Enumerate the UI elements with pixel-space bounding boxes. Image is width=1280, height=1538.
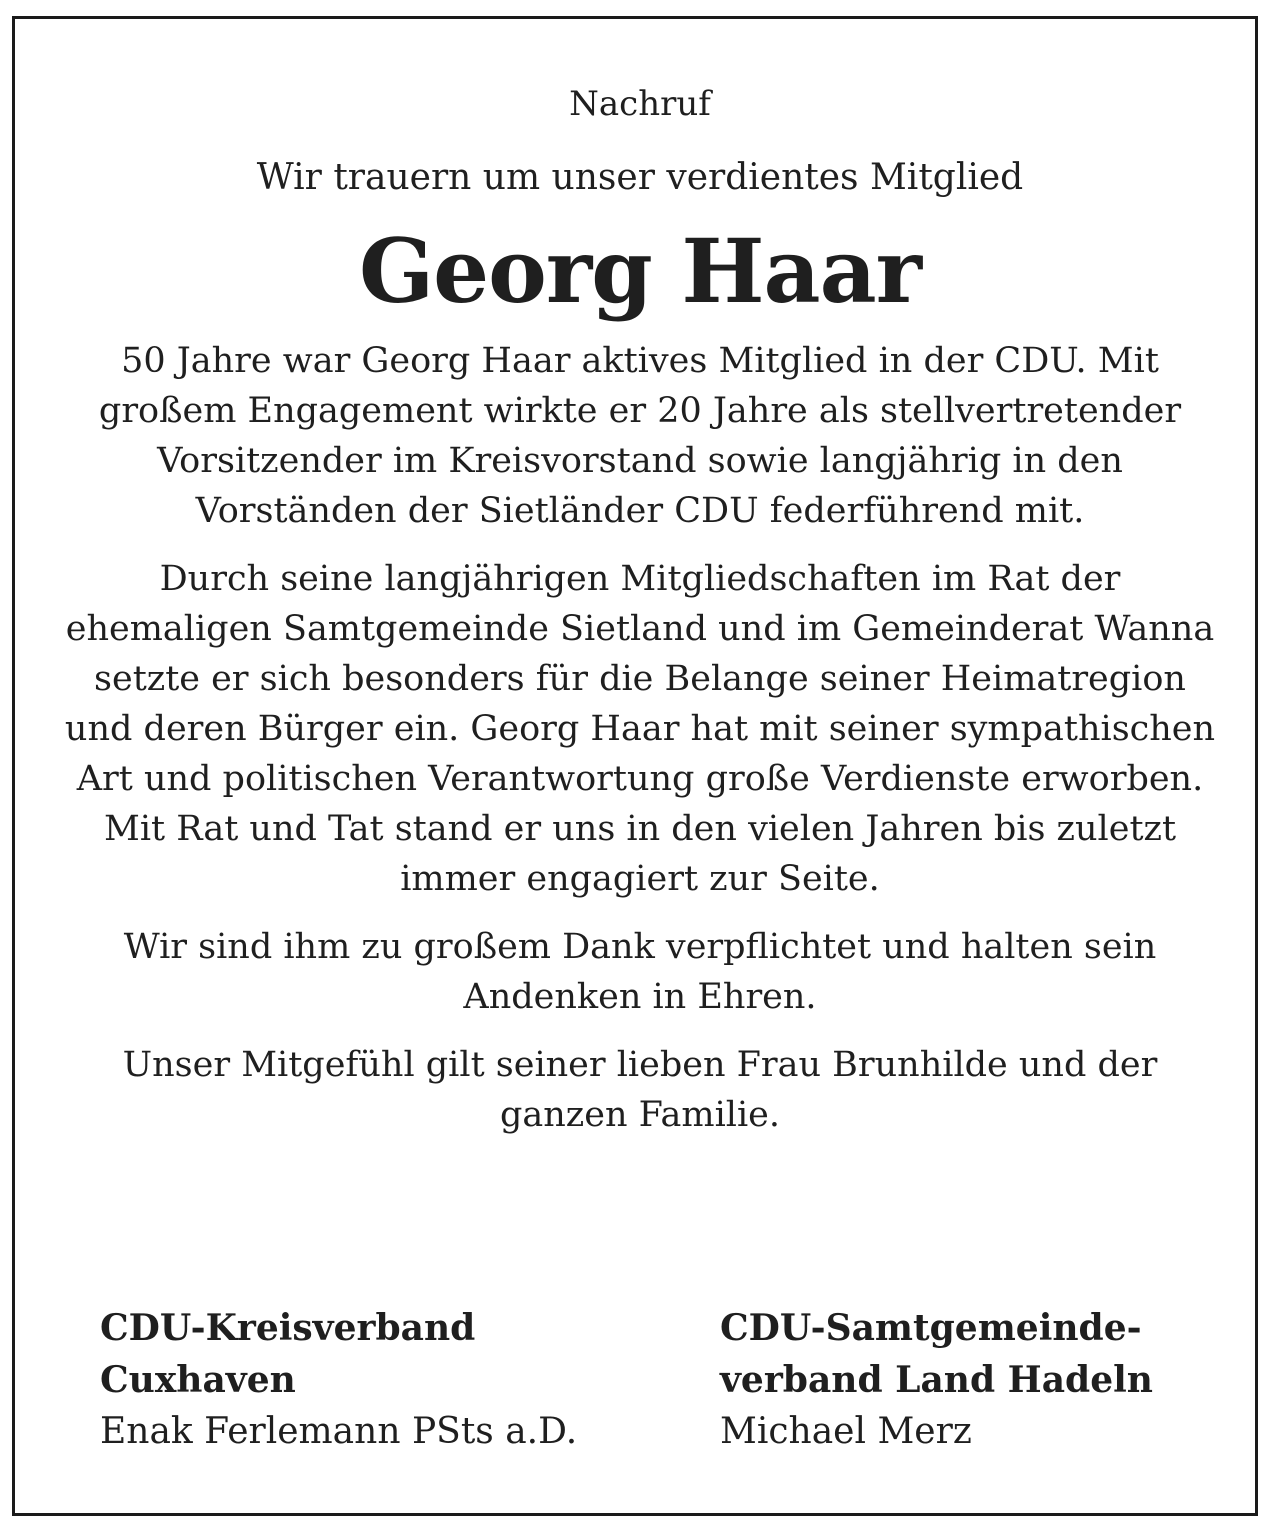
signature-right — [720, 1302, 1200, 1458]
paragraph-membership: 50 Jahre war Georg Haar aktives Mitglied in der CDU. Mit großem Engagement wirkte er 20 Jahre als stellvertretender Vorsitzender im Kreisvorstand sowie langjährig in den Vorständen der Sietländer CDU federführend mit. — [98, 341, 1182, 531]
signature-left-org-line1: CDU-Kreisverband — [100, 1307, 476, 1349]
signature-left-person: Enak Ferlemann PSts a.D. — [100, 1411, 578, 1452]
obituary-content — [60, 78, 1220, 1140]
paragraph-council: Durch seine langjährigen Mitgliedschaften im Rat der ehemaligen Samtgemeinde Sietland und im Gemeinderat Wanna setzte er sich besonders für die Belange seiner Heimatregion und deren Bürger ein. Georg Haar hat mit seiner sympathischen Art und politischen Verantwortung große Verdienste erworben. Mit Rat und Tat stand er uns in den vielen Jahren bis zuletzt immer engagiert zur Seite. — [64, 559, 1216, 899]
obituary-kicker: Nachruf — [569, 84, 711, 124]
paragraph-gratitude: Wir sind ihm zu großem Dank verpflichtet und halten sein Andenken in Ehren. — [123, 927, 1157, 1017]
signature-left — [100, 1302, 640, 1458]
signature-left-org-line2: Cuxhaven — [100, 1359, 296, 1401]
signature-right-person: Michael Merz — [720, 1411, 972, 1452]
deceased-name: Georg Haar — [359, 219, 921, 323]
paragraph-condolence: Unser Mitgefühl gilt seiner lieben Frau Brunhilde und der ganzen Familie. — [122, 1045, 1158, 1135]
signature-right-org-line1: CDU-Samtgemeinde- — [720, 1307, 1142, 1349]
signature-block — [100, 1302, 1200, 1458]
signature-right-org-line2: verband Land Hadeln — [720, 1359, 1153, 1401]
obituary-subtitle: Wir trauern um unser verdientes Mitglied — [256, 157, 1024, 198]
